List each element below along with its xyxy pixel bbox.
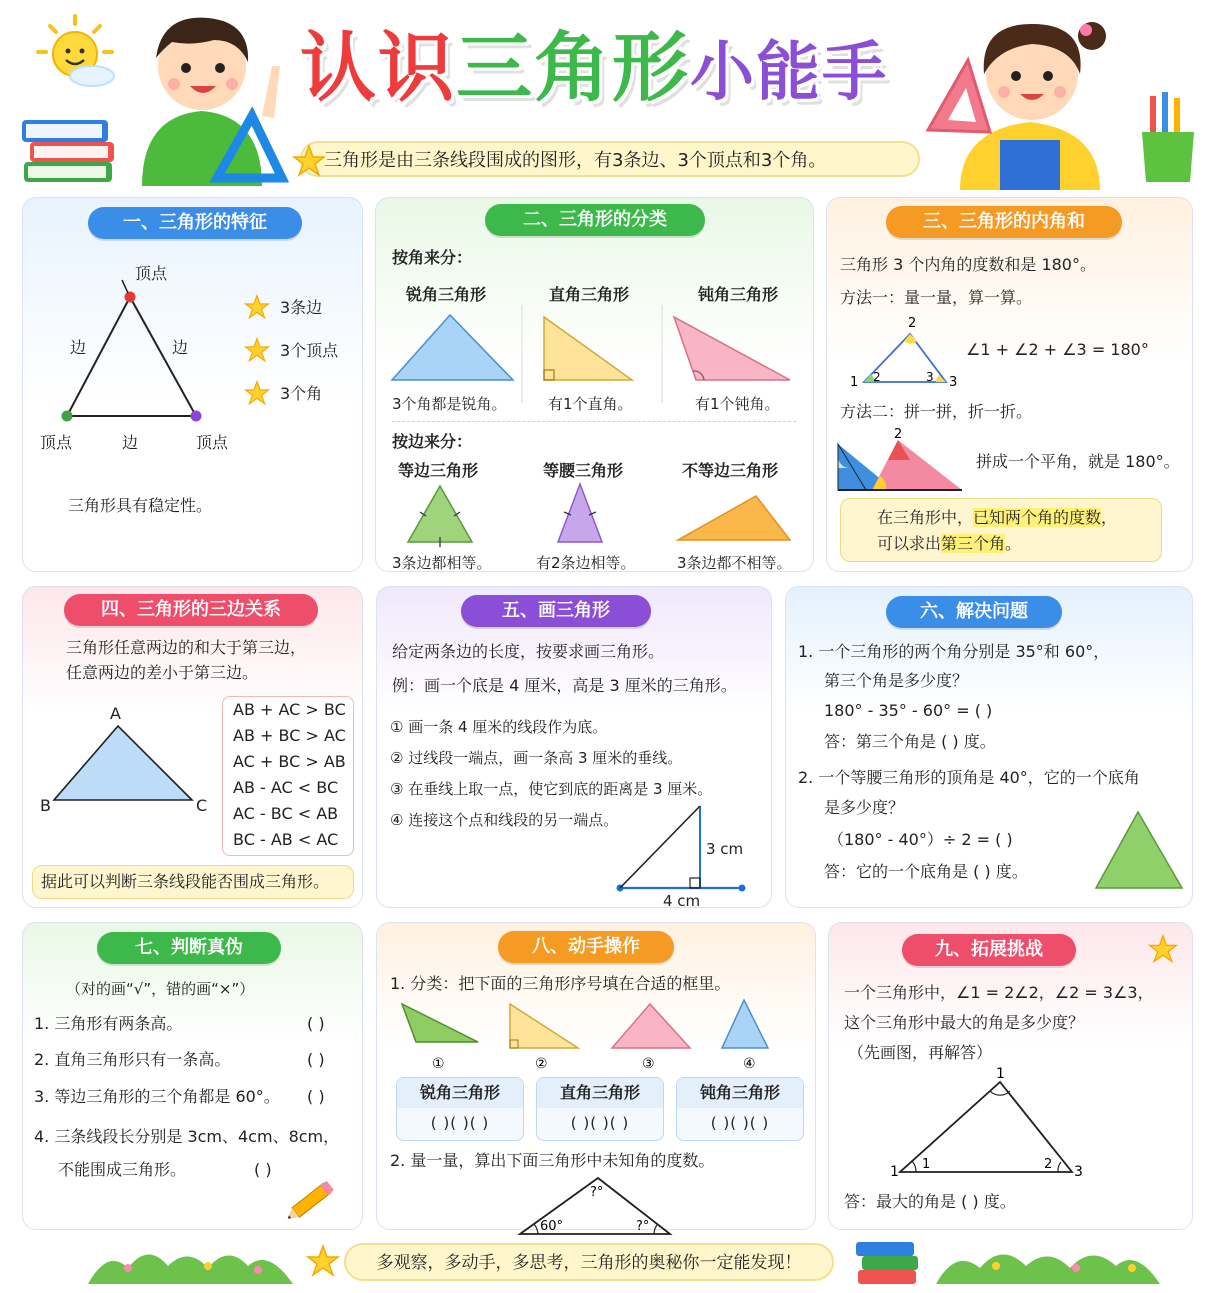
- angle-sum-note: [840, 498, 1162, 562]
- angle-number: 2: [1044, 1157, 1053, 1172]
- grass-left-icon: [88, 1238, 298, 1284]
- answer-blank[interactable]: ( ): [307, 1050, 325, 1069]
- panel-features-heading: 一、三角形的特征: [88, 207, 302, 239]
- challenge-line-3: （先画图，再解答）: [848, 1043, 993, 1062]
- angle-sum-intro: 三角形 3 个内角的度数和是 180°。: [840, 255, 1096, 274]
- by-angle-label: 按角来分：: [392, 248, 473, 267]
- obtuse-name: 钝角三角形: [698, 285, 779, 304]
- category-box-blanks[interactable]: ( )( )( ): [570, 1114, 630, 1132]
- boy-illustration-icon: [122, 6, 292, 186]
- shape-number: ③: [642, 1056, 655, 1072]
- right-name: 直角三角形: [549, 285, 630, 304]
- problem-1-line-1: 1. 一个三角形的两个角分别是 35°和 60°，: [798, 642, 1110, 661]
- problem-1-line-2: 第三个角是多少度？: [824, 671, 969, 690]
- panel-side-relation-heading: 四、三角形的三边关系: [64, 594, 318, 626]
- draw-step: ② 过线段一端点，画一条高 3 厘米的垂线。: [390, 749, 683, 767]
- title-part-1: 认识: [300, 23, 456, 112]
- draw-step: ① 画一条 4 厘米的线段作为底。: [390, 718, 608, 736]
- true-false-item: 2. 直角三角形只有一条高。: [34, 1050, 231, 1069]
- answer-blank[interactable]: ( ): [307, 1014, 325, 1033]
- angle-top-label: ?°: [590, 1185, 604, 1200]
- angle-label: 2: [908, 316, 917, 331]
- category-box-blanks[interactable]: ( )( )( ): [430, 1114, 490, 1132]
- true-false-item: 3. 等边三角形的三个角都是 60°。: [34, 1087, 280, 1106]
- pencil-icon: [282, 1174, 342, 1228]
- relation-item: AC + BC > AB: [233, 752, 346, 771]
- panel-challenge-heading: 九、拓展挑战: [902, 934, 1076, 966]
- category-box-acute[interactable]: [396, 1077, 524, 1141]
- triangle-parts-diagram: [30, 260, 240, 460]
- right-desc: 有1个直角。: [548, 395, 633, 413]
- angle-label: 1: [850, 375, 859, 390]
- equilateral-name: 等边三角形: [398, 461, 479, 480]
- vertex-b: B: [40, 796, 51, 815]
- category-box-right[interactable]: [536, 1077, 664, 1141]
- side-relation-note: 据此可以判断三条线段能否围成三角形。: [32, 865, 354, 899]
- problem-2-line-2: 是多少度？: [824, 798, 905, 817]
- side-relations-list: [222, 696, 354, 856]
- girl-illustration-icon: [920, 10, 1120, 190]
- draw-step: ③ 在垂线上取一点，使它到底的距离是 3 厘米。: [390, 780, 713, 798]
- pencil-cup-icon: [1138, 92, 1198, 184]
- scalene-desc: 3条边都不相等。: [677, 554, 792, 572]
- subtitle-text: 三角形是由三条线段围成的图形，有3条边、3个顶点和3个角。: [324, 150, 827, 171]
- relation-item: AC - BC < AB: [233, 804, 339, 823]
- edge-label-left: 边: [70, 338, 87, 357]
- relation-item: BC - AB < AC: [233, 830, 339, 849]
- relation-item: AB + AC > BC: [233, 700, 346, 719]
- angle-number: 1: [922, 1157, 931, 1172]
- problem-2-line-1: 2. 一个等腰三角形的顶角是 40°，它的一个底角: [798, 768, 1140, 787]
- books-icon: [856, 1238, 920, 1286]
- draw-example: 例：画一个底是 4 厘米，高是 3 厘米的三角形。: [392, 676, 737, 695]
- category-box-blanks[interactable]: ( )( )( ): [710, 1114, 770, 1132]
- feature-item: 3条边: [280, 298, 323, 317]
- shape-number: ②: [535, 1056, 548, 1072]
- note-line-1: 在三角形中，已知两个角的度数，: [877, 508, 1118, 527]
- equilateral-desc: 3条边都相等。: [392, 554, 492, 572]
- vertex-a: A: [110, 704, 121, 723]
- acute-name: 锐角三角形: [406, 285, 487, 304]
- height-label: 3 cm: [706, 840, 744, 858]
- problem-1-calc: 180° - 35° - 60° = ( ): [824, 701, 993, 720]
- title-part-2: 三角形: [456, 23, 690, 112]
- angle-classification-triangles: [380, 305, 810, 385]
- task-1-text: 1. 分类：把下面的三角形序号填在合适的框里。: [390, 974, 731, 993]
- category-box-title: 锐角三角形: [397, 1078, 523, 1108]
- star-icon: [244, 337, 270, 363]
- footer-text: 多观察，多动手，多思考，三角形的奥秘你一定能发现！: [376, 1253, 802, 1273]
- vertex-c: C: [196, 796, 208, 815]
- vertex-number: 1: [890, 1164, 899, 1180]
- answer-blank[interactable]: ( ): [254, 1160, 272, 1179]
- footer-banner: [344, 1243, 834, 1281]
- challenge-line-1: 一个三角形中，∠1 = 2∠2，∠2 = 3∠3，: [844, 983, 1154, 1002]
- page-title: [300, 18, 940, 118]
- isosceles-triangle-illustration: [1094, 810, 1186, 890]
- angle-right-label: ?°: [636, 1219, 650, 1234]
- classification-shapes: [396, 998, 786, 1074]
- method-one: 方法一：量一量，算一算。: [840, 288, 1033, 307]
- method-two: 方法二：拼一拼，折一折。: [840, 402, 1033, 421]
- angle-label: 2: [873, 370, 881, 384]
- relation-item: AB + BC > AC: [233, 726, 346, 745]
- answer-blank[interactable]: ( ): [307, 1087, 325, 1106]
- true-false-item-continued: 不能围成三角形。: [58, 1160, 187, 1179]
- draw-intro: 给定两条边的长度，按要求画三角形。: [392, 642, 665, 661]
- angle-label: 3: [949, 375, 958, 390]
- vertex-label-top: 顶点: [135, 264, 168, 283]
- problem-2-answer: 答：它的一个底角是 ( ) 度。: [824, 862, 1028, 881]
- vertex-label-left: 顶点: [40, 433, 73, 452]
- grass-right-icon: [936, 1238, 1162, 1284]
- problem-1-answer: 答：第三个角是 ( ) 度。: [824, 732, 996, 751]
- vertex-number: 3: [1074, 1164, 1083, 1180]
- draw-step: ④ 连接这个点和线段的另一端点。: [390, 811, 619, 829]
- isosceles-name: 等腰三角形: [543, 461, 624, 480]
- title-part-3: 小能手: [690, 36, 888, 110]
- angle-label: 3: [926, 370, 934, 384]
- abc-triangle-diagram: [50, 722, 200, 804]
- star-icon: [244, 380, 270, 406]
- folded-angles-diagram: [836, 428, 966, 492]
- scalene-name: 不等边三角形: [682, 461, 779, 480]
- challenge-triangle-diagram: [886, 1064, 1086, 1182]
- vertex-number: 1: [996, 1066, 1005, 1082]
- challenge-line-2: 这个三角形中最大的角是多少度？: [844, 1013, 1085, 1032]
- obtuse-desc: 有1个钝角。: [695, 395, 780, 413]
- problem-2-calc: （180° - 40°）÷ 2 = ( ): [828, 830, 1013, 849]
- panel-classification-heading: 二、三角形的分类: [485, 204, 705, 236]
- angle-triangle-diagram: [846, 312, 966, 392]
- feature-item: 3个顶点: [280, 341, 339, 360]
- flat-angle-text: 拼成一个平角，就是 180°。: [976, 452, 1180, 471]
- shape-number: ①: [432, 1056, 445, 1072]
- side-classification-triangles: [380, 482, 810, 544]
- star-icon: [1148, 934, 1178, 964]
- panel-true-false-heading: 七、判断真伪: [97, 932, 281, 964]
- shape-number: ④: [743, 1056, 756, 1072]
- panel-problems-heading: 六、解决问题: [886, 596, 1062, 628]
- divider: [392, 421, 796, 422]
- star-icon: [244, 294, 270, 320]
- panel-hands-on-heading: 八、动手操作: [498, 931, 674, 963]
- true-false-instruction: （对的画“√”，错的画“×”）: [66, 980, 255, 998]
- relation-item: AB - AC < BC: [233, 778, 339, 797]
- panel-angle-sum-heading: 三、三角形的内角和: [886, 206, 1122, 238]
- base-label: 4 cm: [663, 892, 701, 910]
- subtitle-banner: [300, 141, 920, 177]
- star-icon: [292, 144, 326, 178]
- challenge-answer: 答：最大的角是 ( ) 度。: [844, 1192, 1016, 1211]
- isosceles-desc: 有2条边相等。: [536, 554, 636, 572]
- unknown-angle-triangle: [518, 1174, 674, 1238]
- true-false-item: 1. 三角形有两条高。: [34, 1014, 183, 1033]
- side-relation-line-2: 任意两边的差小于第三边。: [66, 663, 259, 682]
- side-relation-line-1: 三角形任意两边的和大于第三边，: [66, 638, 307, 657]
- category-box-title: 直角三角形: [537, 1078, 663, 1108]
- edge-label-right: 边: [172, 338, 189, 357]
- feature-item: 3个角: [280, 384, 323, 403]
- category-box-title: 钝角三角形: [677, 1078, 803, 1108]
- angle-label: 2: [894, 427, 903, 442]
- task-2-text: 2. 量一量，算出下面三角形中未知角的度数。: [390, 1151, 715, 1170]
- stability-text: 三角形具有稳定性。: [68, 496, 213, 515]
- true-false-item: 4. 三条线段长分别是 3cm、4cm、8cm，: [34, 1127, 340, 1146]
- books-icon: [20, 108, 120, 188]
- by-side-label: 按边来分：: [392, 432, 473, 451]
- edge-label-bottom: 边: [122, 433, 139, 452]
- vertex-label-right: 顶点: [196, 433, 229, 452]
- panel-draw-heading: 五、画三角形: [461, 595, 651, 627]
- note-line-2: 可以求出第三个角。: [877, 534, 1022, 553]
- star-icon: [306, 1244, 340, 1278]
- acute-desc: 3个角都是锐角。: [392, 395, 507, 413]
- sun-icon: [30, 14, 120, 94]
- category-box-obtuse[interactable]: [676, 1077, 804, 1141]
- angle-sum-formula: ∠1 + ∠2 + ∠3 = 180°: [966, 340, 1149, 359]
- angle-left-label: 60°: [540, 1219, 564, 1234]
